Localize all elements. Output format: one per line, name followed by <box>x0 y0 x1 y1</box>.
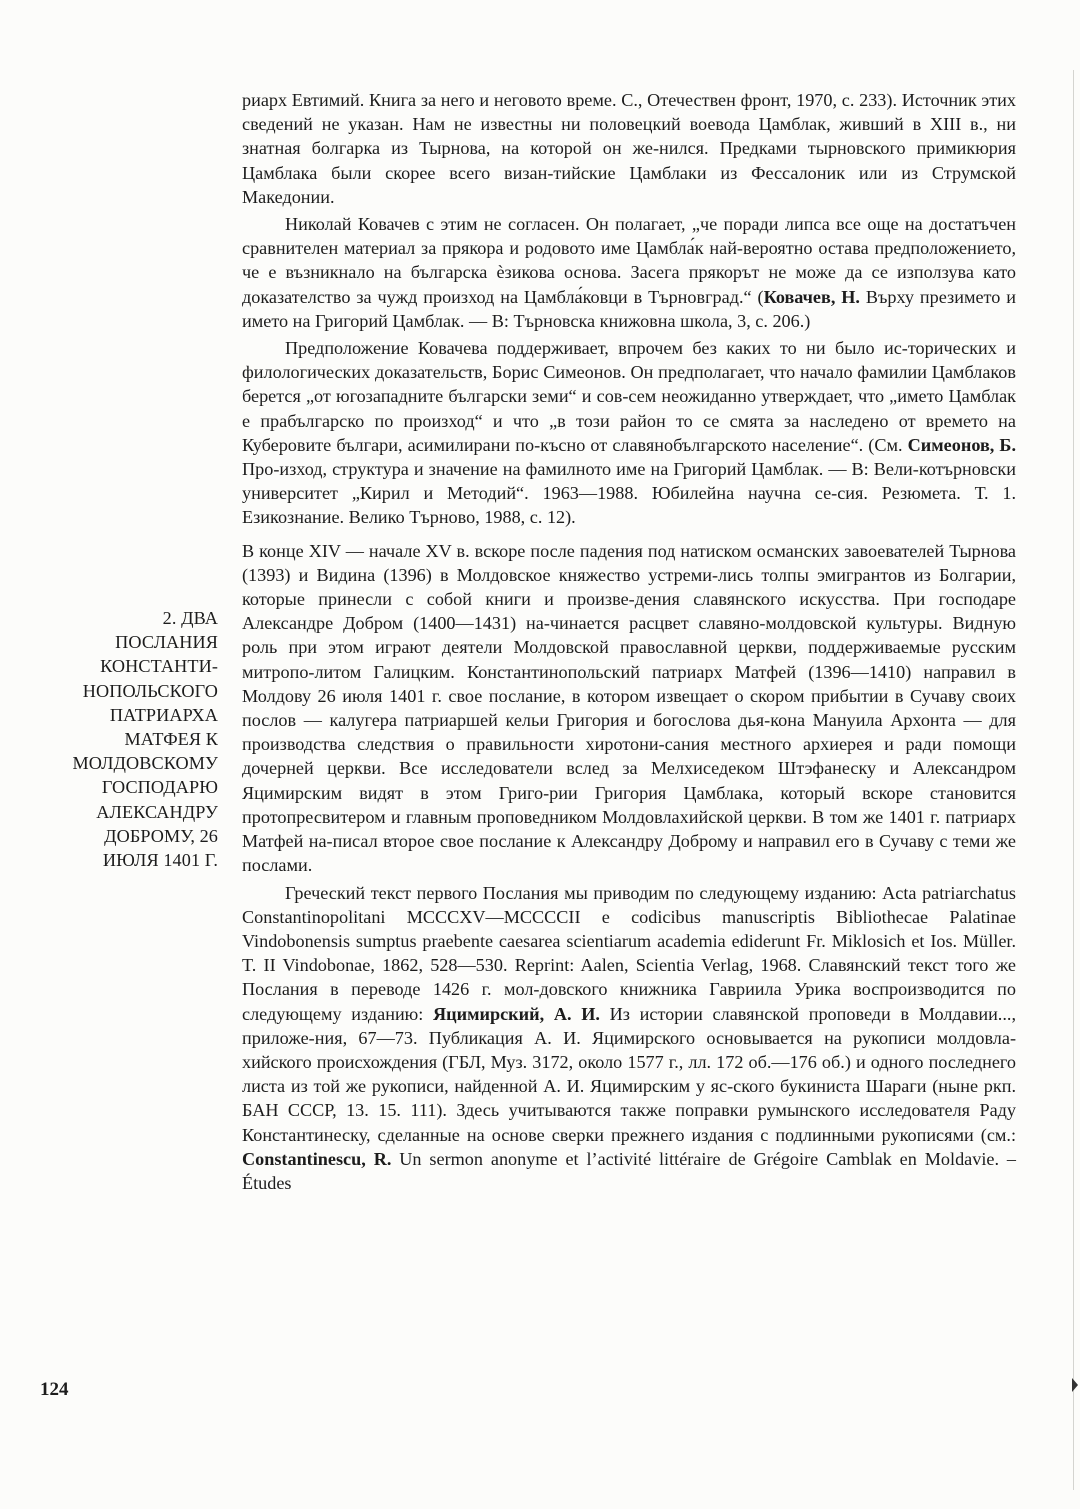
paragraph-3-rest: Про-изход, структура и значение на фамилното име на Григорий Цамблак. — В: Вели-котърновски университет „Кирил и Методий“. 1963—1988. Юбилейна научна се-сия. Резюмета. Т. 1. Езикознание. Велико Търново, 1988, с. 12). <box>242 459 1016 528</box>
paragraph-3 <box>242 336 1016 530</box>
citation-author-yatsimirsky: Яцимирский, А. И. <box>433 1003 600 1024</box>
section-heading-sidenote <box>40 606 218 872</box>
citation-author-kovachev: Ковачев, Н. <box>763 286 860 307</box>
citation-author-constantinescu: Constantinescu, R. <box>242 1148 392 1169</box>
sidenote-line: 2. ДВА <box>162 608 218 628</box>
paragraph-4-section-start: В конце XIV — начале XV в. вскоре после падения под натиском османских завоевателей Тырнова (1393) и Видина (1396) в Молдовское княжество устреми-лись толпы эмигрантов из Болгарии, которые принесли с собой книги и произве-дения славянского искусства. При господаре Александре Добром (1400—1431) на-чинается расцвет славяно-молдовской культуры. Видную роль при этом играют деятели Молдовской православной церкви, поддерживаемые русским митропо-литом Галицким. Константинопольский патриарх Матфей (1396—1410) направил в Молдову 26 июля 1401 г. свое послание, в котором извещает о скором прибытии в Сучаву своих послов — калугера патриаршей кельи Григория и богослова дья-кона Мануила Архонта — для производства следствия о правильности хиротони-сания местного архиерея и ради помощи дочерней церкви. Все исследователи вслед за Мелхиседеком Штэфанеску и Александром Яцимирским видят в этом Григо-рии Григория Цамблака, который вскоре становится протопресвитером и главным проповедником Молдовлахийской церкви. В том же 1401 г. патриарх Матфей на-писал второе свое послание к Александру Доброму и направил его в Сучаву с теми же послами. <box>242 540 1016 876</box>
paragraph-2-text: Николай Ковачев с этим не согласен. Он полагает, „че поради липса все още на достатъчен сравнителен материал за прякора и родовото име Цамбла́к най-вероятно остава предположението, че е възникнало на българска ѐзикова основа. Засега прякорът не може да се използува като доказателство за чужд произход на Цамбла́ковци в Търновград.“ ( <box>242 214 1016 307</box>
paragraph-1: риарх Евтимий. Книга за него и неговото време. С., Отечествен фронт, 1970, с. 233). Источник этих сведений не указан. Нам не известны ни половецкий воевода Цамблак, живший в XIII в., ни знатная болгарка из Тырнова, на которой он же-нился. Предками тырновского примикюрия Цамблака были скорее всего визан-тийские Цамблаки из Фессалоник или из Струмской Македонии. <box>242 90 1016 207</box>
sidenote-line: ИЮЛЯ 1401 Г. <box>102 850 218 871</box>
sidenote-line: МАТФЕЯ К <box>124 729 218 750</box>
sidenote-line: ДОБРОМУ, 26 <box>104 825 218 846</box>
sidenote-line: КОНСТАНТИ- <box>100 656 218 677</box>
sidenote-line: НОПОЛЬСКОГО <box>82 680 218 701</box>
main-text-column <box>242 88 1016 1198</box>
sidenote-line: ПОСЛАНИЯ <box>115 632 218 653</box>
sidenote-line: АЛЕКСАНДРУ <box>96 801 218 822</box>
sidenote-line: МОЛДОВСКОМУ <box>72 753 218 774</box>
paragraph-2-rest: Върху презимето и името на Григорий Цамблак. — В: Търновска книжовна школа, 3, с. 206.) <box>242 286 1016 331</box>
page-edge-arrow-icon <box>1072 1378 1078 1392</box>
paragraph-3-text: Предположение Ковачева поддерживает, впрочем без каких то ни было ис-торических и филологических доказательств, Борис Симеонов. Он предполагает, что начало фамилии Цамблаков берется „от югозападните български земи“ и сов-сем неожиданно утверждает, что „името Цамблак е прабългарско по произход“ и что „в този район то се смята за наследено от времето на Куберовите българи, асимилирани по-късно от славянобългарското население“. (См. <box>242 338 1016 455</box>
page-number: 124 <box>40 1379 69 1400</box>
paragraph-5-rest: Un sermon anonyme et l’activité littéraire de Grégoire Camblak en Moldavie. – Études <box>242 1148 1017 1193</box>
paragraph-5 <box>242 881 1016 1196</box>
paragraph-5-mid: Из истории славянской проповеди в Молдавии..., приложе-ния, 67—73. Публикация А. И. Яцимирского основывается на рукописи молдовла-хийского происхождения (ГБЛ, Муз. 3172, около 1577 г., лл. 172 об.—176 об.) и одного последнего листа из той же рукописи, найденной А. И. Яцимирским у яс-ского букиниста Шараги (ныне ркп. БАН СССР, 13. 15. 111). Здесь учитываются также поправки румынского исследователя Раду Константинеску, сделанные на основе сверки прежнего издания с подлинными рукописями (см.: <box>242 1003 1016 1145</box>
sidenote-line: ГОСПОДАРЮ <box>101 777 218 798</box>
paragraph-5-text: Греческий текст первого Послания мы приводим по следующему изданию: Acta patriarchatus Constantinopolitani MCCCXV—MCCCCII e codicibus manuscriptis Bibliothecae Palatinae Vindobonensis sumptus praebente caesarea scientiarum academia ediderunt Fr. Miklosich et Ios. Müller. T. II Vindobonae, 1862, 528—530. Reprint: Aalen, Scientia Verlag, 1968. Славянский текст того же Послания в переводе 1426 г. мол-довского книжника Гавриила Урика воспроизводится по следующему изданию: <box>242 882 1016 1024</box>
sidenote-line: ПАТРИАРХА <box>109 704 218 725</box>
page-edge-line <box>1073 70 1074 1490</box>
citation-author-simeonov: Симеонов, Б. <box>907 434 1017 455</box>
paragraph-2 <box>242 212 1016 333</box>
